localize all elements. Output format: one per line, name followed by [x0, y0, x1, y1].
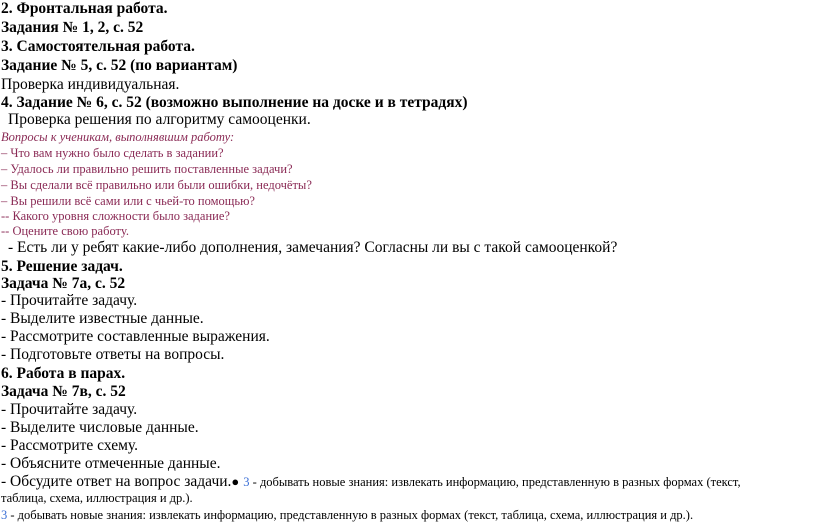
section-5-heading: 5. Решение задач.: [1, 258, 123, 275]
bullet-icon: ●: [231, 474, 240, 489]
question-item: – Удалось ли правильно решить поставленные задачи?: [1, 162, 293, 176]
footnote-text: - добывать новые знания: извлекать информацию, представленную в разных формах (текст, таблица, схема, иллюстрация и др.).: [7, 508, 694, 522]
discuss-answer-text: - Обсудите ответ на вопрос задачи.: [1, 473, 232, 490]
instruction-item: - Рассмотрите составленные выражения.: [1, 328, 270, 345]
discuss-answer-line: [1, 474, 741, 490]
section-3-heading: 3. Самостоятельная работа.: [1, 38, 195, 55]
question-item: -- Какого уровня сложности было задание?: [1, 209, 230, 223]
instruction-item: - Прочитайте задачу.: [1, 401, 138, 418]
section-4-heading: 4. Задание № 6, с. 52 (возможно выполнение на доске и в тетрадях): [1, 94, 468, 111]
instruction-item: - Выделите числовые данные.: [1, 419, 199, 436]
individual-check-line: Проверка индивидуальная.: [1, 76, 180, 93]
tasks-1-2-line: Задания № 1, 2, с. 52: [1, 19, 144, 36]
task-7a-line: Задача № 7а, с. 52: [1, 275, 126, 292]
question-item: -- Оцените свою работу.: [1, 224, 129, 238]
instruction-item: - Выделите известные данные.: [1, 310, 204, 327]
footnote-continuation: таблица, схема, иллюстрация и др.).: [1, 491, 193, 505]
question-item: – Вы сделали всё правильно или были ошибки, недочёты?: [1, 178, 312, 192]
instruction-item: - Объясните отмеченные данные.: [1, 455, 221, 472]
additions-question-line: - Есть ли у ребят какие-либо дополнения, замечания? Согласны ли вы с такой самооценкой?: [8, 239, 618, 256]
task-7v-line: Задача № 7в, с. 52: [1, 383, 126, 400]
question-item: – Вы решили всё сами или с чьей-то помощью?: [1, 194, 255, 208]
instruction-item: - Подготовьте ответы на вопросы.: [1, 346, 225, 363]
section-6-heading: 6. Работа в парах.: [1, 365, 126, 382]
footnote-text: - добывать новые знания: извлекать информацию, представленную в разных формах (текст,: [249, 475, 741, 489]
questions-intro: Вопросы к ученикам, выполнявшим работу:: [1, 130, 235, 144]
self-assessment-line: Проверка решения по алгоритму самооценки.: [8, 111, 311, 128]
footnote-number: 3: [243, 475, 250, 489]
task-5-line: Задание № 5, с. 52 (по вариантам): [1, 57, 238, 74]
instruction-item: - Рассмотрите схему.: [1, 437, 138, 454]
section-2-heading: 2. Фронтальная работа.: [1, 0, 168, 17]
footnote-number: 3: [1, 508, 8, 522]
instruction-item: - Прочитайте задачу.: [1, 292, 138, 309]
question-item: – Что вам нужно было сделать в задании?: [1, 146, 224, 160]
